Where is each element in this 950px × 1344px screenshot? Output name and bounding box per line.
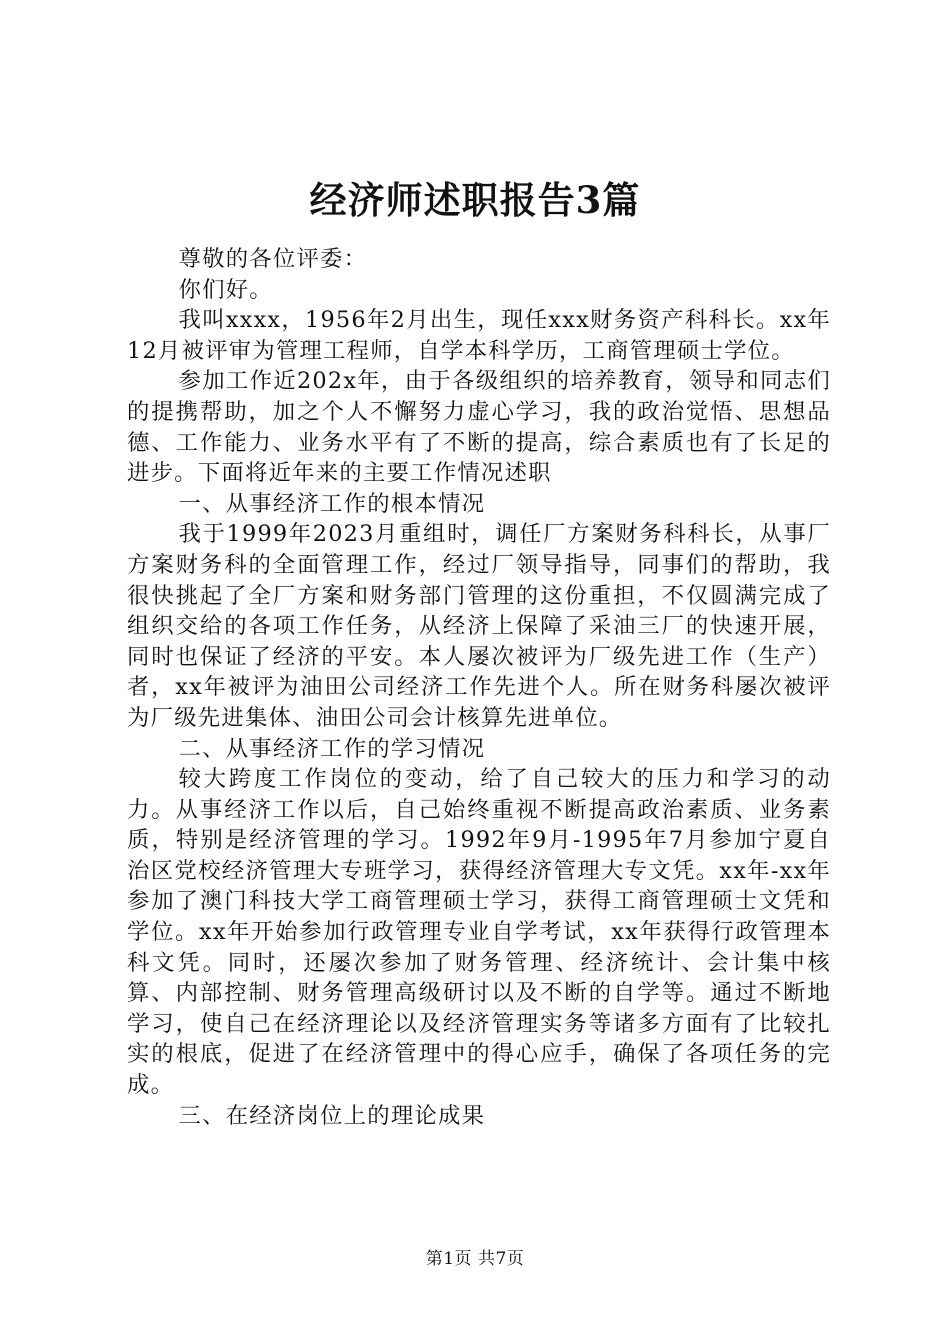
salutation-paragraph: 尊敬的各位评委： <box>178 246 368 272</box>
section-heading: 一、从事经济工作的根本情况 <box>178 490 486 517</box>
section-heading: 二、从事经济工作的学习情况 <box>178 735 486 762</box>
body-paragraph: 我叫xxxx，1956年2月出生，现任xxx财务资产科科长。xx年12月被评审为管理工程师，自学本科学历，工商管理硕士学位。 <box>127 307 831 364</box>
section-heading: 三、在经济岗位上的理论成果 <box>178 1102 486 1129</box>
body-paragraph: 参加工作近202x年，由于各级组织的培养教育，领导和同志们的提携帮助，加之个人不懈努力虚心学习，我的政治觉悟、思想品德、工作能力、业务水平有了不断的提高，综合素质也有了长足的进步。下面将近年来的主要工作情况述职 <box>127 368 831 487</box>
greeting-paragraph: 你们好。 <box>178 276 273 303</box>
document-title: 经济师述职报告3篇 <box>309 178 641 222</box>
body-paragraph: 较大跨度工作岗位的变动，给了自己较大的压力和学习的动力。从事经济工作以后，自己始终重视不断提高政治素质、业务素质，特别是经济管理的学习。1992年9月-1995年7月参加宁夏自治区党校经济管理大专班学习，获得经济管理大专文凭。xx年-xx年参加了澳门科技大学工商管理硕士学习，获得工商管理硕士文凭和学位。xx年开始参加行政管理专业自学考试，xx年获得行政管理本科文凭。同时，还屡次参加了财务管理、经济统计、会计集中核算、内部控制、财务管理高级研讨以及不断的自学等。通过不断地学习，使自己在经济理论以及经济管理实务等诸多方面有了比较扎实的根底，促进了在经济管理中的得心应手，确保了各项任务的完成。 <box>127 766 831 1099</box>
page-footer: 第1页 共7页 <box>425 1249 525 1269</box>
document-body <box>127 244 831 1131</box>
body-paragraph: 我于1999年2023月重组时，调任厂方案财务科科长，从事厂方案财务科的全面管理工作，经过厂领导指导，同事们的帮助，我很快挑起了全厂方案和财务部门管理的这份重担，不仅圆满完成了组织交给的各项工作任务，从经济上保障了采油三厂的快速开展，同时也保证了经济的平安。本人屡次被评为厂级先进工作（生产）者，xx年被评为油田公司经济工作先进个人。所在财务科屡次被评为厂级先进集体、油田公司会计核算先进单位。 <box>127 521 831 731</box>
